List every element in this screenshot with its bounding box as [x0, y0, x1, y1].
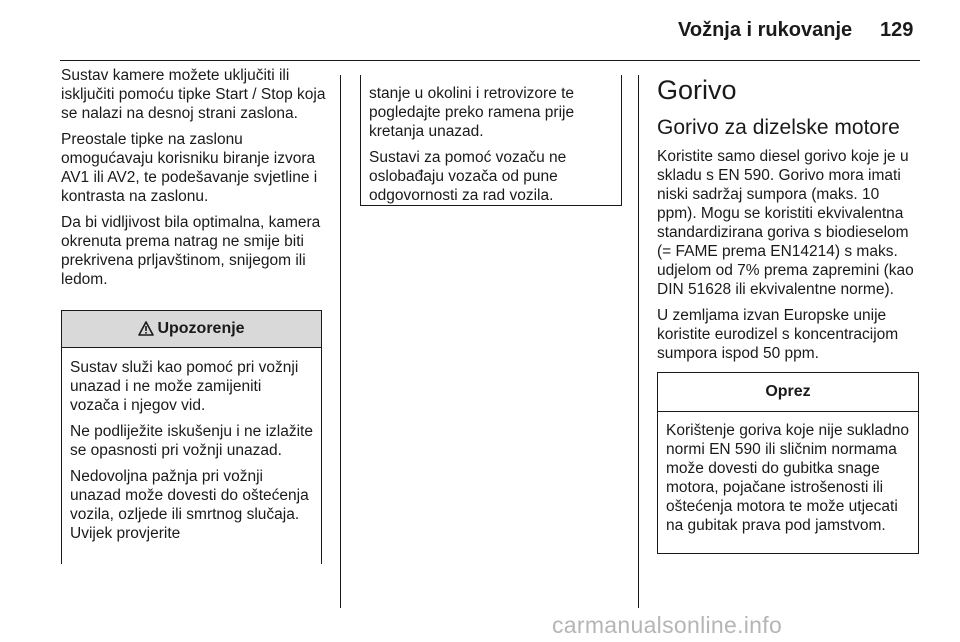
- caution-box: [657, 372, 919, 554]
- warning-paragraph: Sustav služi kao pomoć pri vožnji unazad i ne može zamijeniti vozača i njegov vid.: [70, 359, 299, 414]
- warning-header: [62, 311, 321, 348]
- warning-body: [62, 348, 321, 543]
- column-1: [61, 66, 331, 296]
- watermark: carmanualsonline.info: [552, 612, 783, 638]
- header-rule: [60, 60, 920, 61]
- body-paragraph: Preostale tipke na zaslonu omogućavaju korisniku biranje izvora AV1 ili AV2, te podešavanje svjetline i kontrasta na zaslonu.: [61, 131, 318, 205]
- warning-paragraph: Sustavi za pomoć vozaču ne oslobađaju vozača od pune odgovornosti za rad vozila.: [369, 149, 567, 204]
- caution-body: Korištenje goriva koje nije sukladno normi EN 590 ili sličnim normama može dovesti do gubitka snage motora, pojačane istrošenosti ili oštećenja motora te može utjecati na gubitak prava pod jamstvom.: [666, 422, 909, 534]
- header-title: Vožnja i rukovanje: [678, 19, 853, 41]
- caution-header: Oprez: [658, 373, 918, 412]
- warning-paragraph: stanje u okolini i retrovizore te pogledajte preko ramena prije kretanja unazad.: [369, 85, 575, 140]
- body-paragraph: Sustav kamere možete uključiti ili isključiti pomoću tipke Start / Stop koja se nalazi na desnoj strani zaslona.: [61, 67, 326, 122]
- section-heading: Gorivo: [657, 75, 737, 105]
- section-subheading: Gorivo za dizelske motore: [657, 116, 900, 139]
- warning-paragraph: Nedovoljna pažnja pri vožnji unazad može dovesti do oštećenja vozila, ozljede ili smrtnog slučaja. Uvijek provjerite: [70, 468, 309, 542]
- warning-paragraph: Ne podliježite iskušenju i ne izlažite se opasnosti pri vožnji unazad.: [70, 423, 313, 459]
- body-paragraph: U zemljama izvan Europske unije koristite eurodizel s koncentracijom sumpora ispod 50 ppm.: [657, 307, 899, 362]
- warning-triangle-icon: [138, 321, 154, 336]
- warning-box-continued: [360, 75, 622, 206]
- page-number: 129: [880, 19, 914, 41]
- column-divider-1: [340, 75, 341, 608]
- body-paragraph: Da bi vidljivost bila optimalna, kamera okrenuta prema natrag ne smije biti prekrivena prljavštinom, snijegom ili ledom.: [61, 214, 321, 288]
- warning-box: [61, 310, 322, 564]
- column-3: [657, 74, 920, 370]
- body-paragraph: Koristite samo diesel gorivo koje je u skladu s EN 590. Gorivo mora imati niski sadržaj sumpora (maks. 10 ppm). Mogu se koristiti ekvivalentna standardizirana goriva s biodieselom (= FAME prema EN14214) s maks. udjelom od 7% prema zapremini (kao DIN 51628 ili ekvivalentne norme).: [657, 148, 914, 298]
- column-divider-2: [638, 75, 639, 608]
- warning-title: Upozorenje: [157, 320, 245, 337]
